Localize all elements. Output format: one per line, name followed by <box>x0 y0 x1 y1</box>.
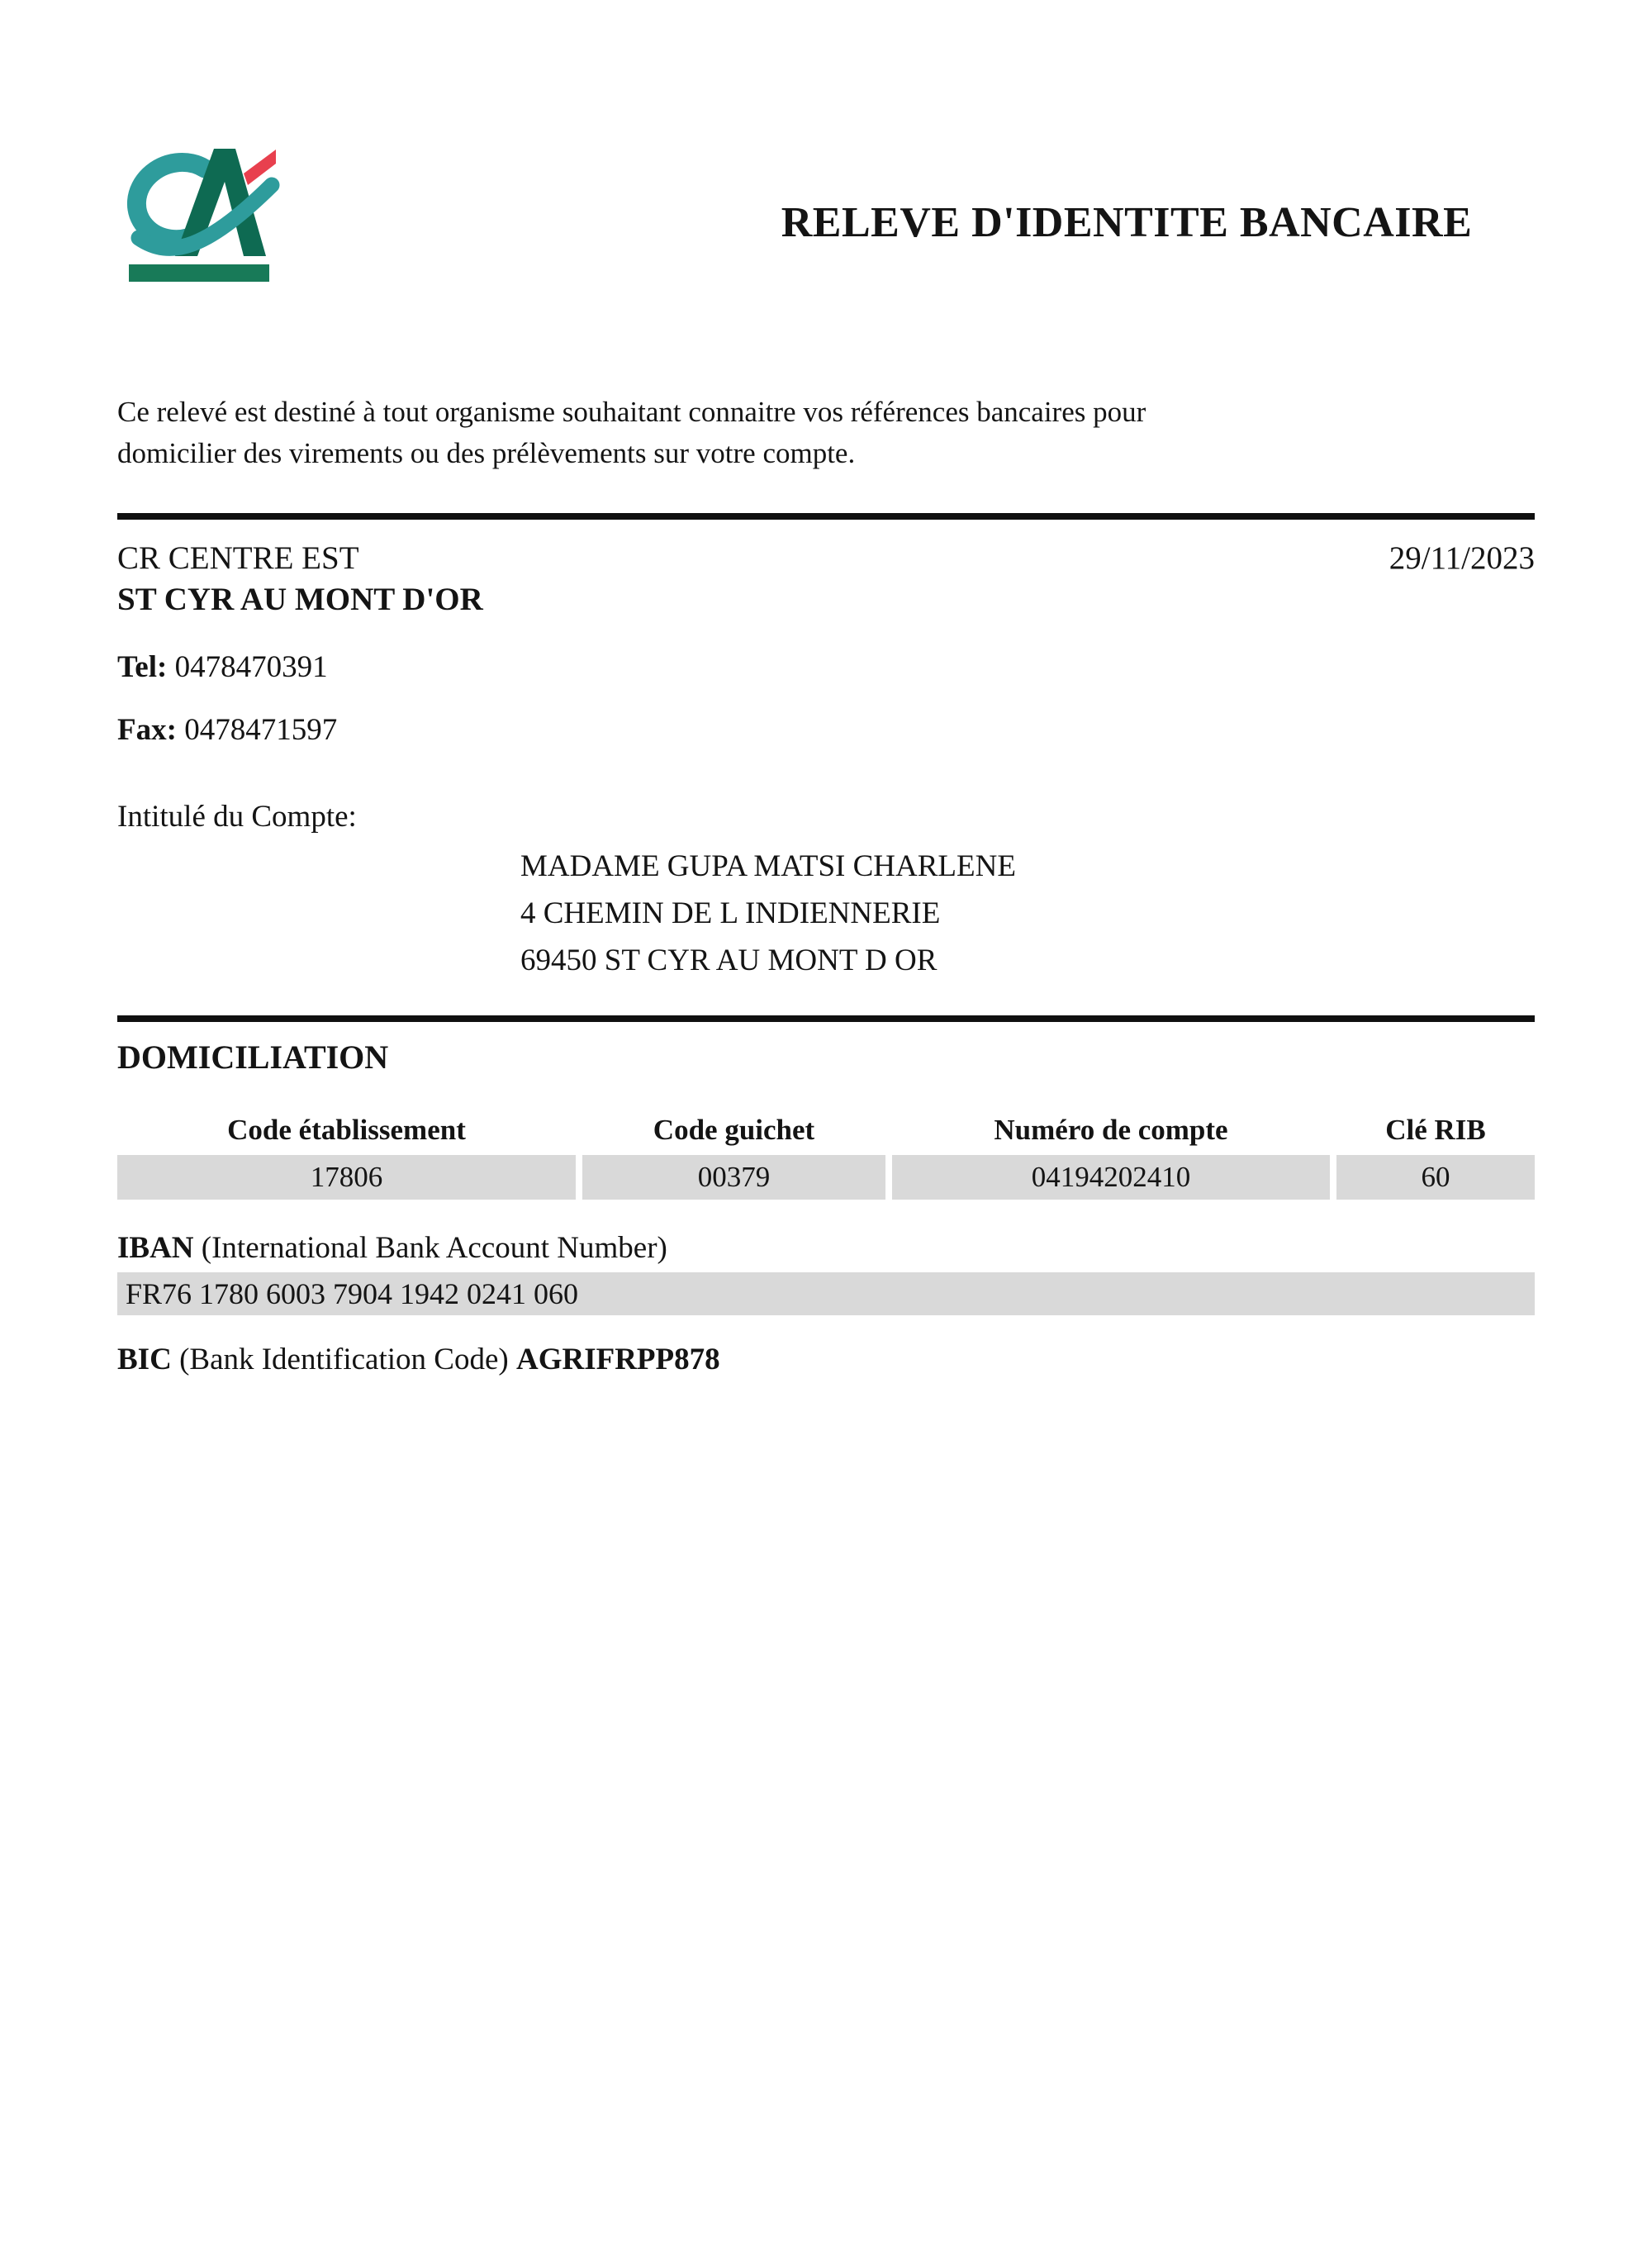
bank-name: CR CENTRE EST <box>117 540 359 576</box>
intro-paragraph <box>117 392 1505 474</box>
logo-base-bar <box>129 264 269 282</box>
bic-label-suffix: (Bank Identification Code) <box>171 1343 516 1376</box>
tel-label: Tel: <box>117 650 168 684</box>
value-code-etablissement: 17806 <box>117 1155 576 1200</box>
holder-street: 4 CHEMIN DE L INDIENNERIE <box>520 896 941 930</box>
domiciliation-table <box>117 1111 1535 1200</box>
bic-label: BIC <box>117 1343 172 1376</box>
value-numero-de-compte: 04194202410 <box>892 1155 1330 1200</box>
column-header-code-guichet: Code guichet <box>653 1114 815 1146</box>
value-cle-rib: 60 <box>1336 1155 1535 1200</box>
fax-value: 0478471597 <box>184 713 338 747</box>
bic-line <box>117 1342 720 1377</box>
domiciliation-heading: DOMICILIATION <box>117 1039 389 1076</box>
intro-line-1: Ce relevé est destiné à tout organisme souhaitant connaitre vos références bancaires pour <box>117 396 1146 428</box>
domiciliation-header-row <box>117 1111 1535 1155</box>
fax-line <box>117 712 337 748</box>
credit-agricole-logo-icon <box>122 132 281 283</box>
value-code-guichet: 00379 <box>582 1155 885 1200</box>
tel-line <box>117 649 328 685</box>
account-holder-address <box>520 843 1016 984</box>
intro-line-2: domicilier des virements ou des prélèvements sur votre compte. <box>117 437 856 469</box>
fax-label: Fax: <box>117 713 177 747</box>
bank-branch: ST CYR AU MONT D'OR <box>117 582 483 617</box>
document-date: 29/11/2023 <box>1389 540 1535 576</box>
page-title: RELEVE D'IDENTITE BANCAIRE <box>781 199 1473 246</box>
iban-value: FR76 1780 6003 7904 1942 0241 060 <box>117 1272 1535 1315</box>
bic-value: AGRIFRPP878 <box>515 1343 720 1376</box>
column-header-code-etablissement: Code établissement <box>227 1114 466 1146</box>
iban-label: IBAN <box>117 1231 194 1265</box>
horizontal-rule-middle <box>117 1015 1535 1022</box>
column-header-numero-de-compte: Numéro de compte <box>994 1114 1228 1146</box>
account-holder-label: Intitulé du Compte: <box>117 800 357 834</box>
tel-value: 0478470391 <box>174 650 328 684</box>
domiciliation-value-row <box>117 1155 1535 1200</box>
horizontal-rule-top <box>117 513 1535 520</box>
iban-label-suffix: (International Bank Account Number) <box>193 1231 667 1265</box>
iban-label-line <box>117 1230 667 1266</box>
column-header-cle-rib: Clé RIB <box>1385 1114 1486 1146</box>
holder-city: 69450 ST CYR AU MONT D OR <box>520 944 938 977</box>
holder-name: MADAME GUPA MATSI CHARLENE <box>520 849 1016 883</box>
